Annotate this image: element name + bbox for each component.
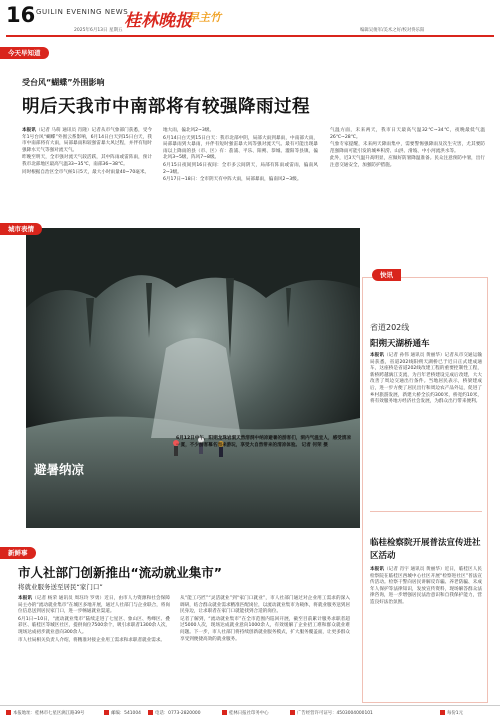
masthead-rule xyxy=(6,35,494,37)
bullet-icon xyxy=(440,710,445,715)
bullet-icon xyxy=(6,710,11,715)
paragraph: （记者 马萌 通讯员 肖隆）记者从市气象部门获悉，受今年1号台风“蝴蝶”外围云系影响，6月14日白天到15日白天，我市中南部将有大雨，局部暴雨和较强雷暴大风过程，并伴有短时强降水天气等强对流天气。 xyxy=(22,128,152,153)
bullet-icon xyxy=(222,710,227,715)
byline: 本报讯 xyxy=(370,567,385,572)
cave-photo-image xyxy=(26,228,360,528)
section-tag-fresh: 新鲜事 xyxy=(0,547,36,559)
footer-phone: 电话：0773-2820000 xyxy=(148,710,201,716)
paragraph: 昨晚至明天，全市强对流天气较活跃，其中阵雨或雷阵雨，预计我市北部地区最高气温33~35℃，南部36~38℃。 xyxy=(22,155,152,167)
footer-address: 本报地址：桂林市七星区漓江路39号 xyxy=(6,710,84,716)
photo-caption: 6月12日中午，阳朔龙珠岩洞天然溶洞中纳凉避暑的游客们，洞内气温宜人，感受清凉一夏，不少游客慕名而来游玩，享受大自然带来的清凉体验。 记者 何荣 摄 xyxy=(176,436,351,448)
article-headline: 明后天我市中南部将有较强降雨过程 xyxy=(22,97,310,117)
section-logo: 早主竹 xyxy=(188,11,221,24)
article3-headline: 市人社部门创新推出“流动就业集市” xyxy=(18,565,222,580)
paragraph: （记者 杨荣 通讯员 周珏玲 罗勇）近日，由市人力资源和社会保障局主办的“流动就业集市”在城区多地开展，通过人社部门与企业联合，将岗位信息送到居民家门口，进一步畅通就业渠道。 xyxy=(18,596,170,615)
paragraph: （记者 孙伟 通讯员 黄丽华）记者从市交通运输局获悉，省道202线阳朔天湖桥已于近日正式建成通车，这座桥是省道202线改建工程的重要控制性工程，新桥跨越漓江支流，为百年老桥建设完成后改建，大大改善了周边交通出行条件。当地居民表示，桥梁建成后，进一步方便了居民出行和周边农产品外运，促进了乡村旅游发展，新建大桥全长约300米，桥宽约10米，将有效服务地方经济社会发展，为群众出行带来便利。 xyxy=(370,353,482,405)
paragraph: 此外，近3天气温升高明显，应做好防暑降温准备。民众注意预防中暑，出行注意交通安全，加强防护措施。 xyxy=(330,156,485,168)
article-kicker: 受台风“蝴蝶”外围影响 xyxy=(22,78,105,87)
masthead xyxy=(0,0,500,38)
paragraph: 同时根据自治区全市气候1日5天，最大小时雨量40~70毫米。 xyxy=(22,169,150,175)
brief2-body xyxy=(370,567,482,608)
paragraph: 地大雨，偏北风2~3级。 xyxy=(163,128,215,133)
bullet-icon xyxy=(290,710,295,715)
article3-column-2 xyxy=(180,596,350,644)
brief1-headline: 阳朔天湖桥通车 xyxy=(370,339,430,349)
bullet-icon xyxy=(148,710,153,715)
paragraph: 6月14日白天到15日白天：我市北部中阴，局部大雨到暴雨，中南部大雨，局部暴雨到大暴雨，并伴有短时强雷暴大风等强对流天气。最有可能出现暴雨以上降雨的县（市、区）有：荔浦、平乐、阳朔、恭城、灌阳等县镇，偏北风3~5级，阵风7~8级。 xyxy=(163,135,318,161)
paragraph: 气温方面，未来两天，我市日天最高气温32℃~34℃，夜晚最低气温26℃~28℃。 xyxy=(330,128,485,140)
section-tag-today: 今天早知道 xyxy=(0,47,49,59)
footer-printer: 桂林日报社印务中心 xyxy=(222,710,269,716)
editors-line: 编辑吴俊军/美术之好/校对佟乐阳 xyxy=(360,28,425,33)
page-number: 16 xyxy=(6,3,36,27)
paper-name: GUILIN EVENING NEWS xyxy=(36,8,129,16)
paragraph: 6月1日~10日，“流动就业集市”陆续走进了七星区、象山区、秀峰区、叠彩区、临桂区等城区社区，提供岗位7500余个，吸引求职者1300余人次，现场达成初步就业意向300余人。 xyxy=(18,616,171,635)
footer-postcode: 邮编：541004 xyxy=(104,710,141,716)
byline: 本报讯 xyxy=(370,353,385,358)
brief1-body xyxy=(370,353,482,407)
paragraph: 市人社局相关负责人介绍，将精准对接企业用工需求和求职者就业需求。 xyxy=(18,637,166,643)
brief1-title: 省道202线 xyxy=(370,323,410,332)
cave-photo xyxy=(26,228,360,528)
date-line: 2025年6月13日 星期五 xyxy=(74,28,123,33)
article3-subheadline: 将就业服务送至居民“家门口” xyxy=(18,583,103,591)
paragraph: （记者 肖宇 通讯员 黄丽华）近日，临桂区人民检察院在临桂区西城中心社区开展“检察进社区”普法宣传活动。检察干警向居民讲解反诈骗、养老防骗、未成年人保护等法律知识，发放宣传资料，现场解答群众法律咨询，进一步增强居民法治意识和自我保护能力，营造良好法治氛围。 xyxy=(370,567,482,605)
article-column-2 xyxy=(163,128,318,185)
bullet-icon xyxy=(104,710,109,715)
footer-license: 广告经营许可证号：4503004000101 xyxy=(290,710,373,716)
paragraph: 气象专家提醒，未来两天降雨集中，需要警惕强降雨及次生灾害，尤其要防范强降雨可能引发的城乡积涝、山洪、滑坡、中小河流洪水等。 xyxy=(330,142,485,154)
paper-logo: 桂林晚报 xyxy=(124,11,192,31)
brief-divider xyxy=(370,511,482,512)
section-tag-city: 城市表情 xyxy=(0,223,42,235)
article-column-3 xyxy=(330,128,485,171)
section-tag-brief: 快讯 xyxy=(372,269,401,281)
footer-price: 每份1元 xyxy=(440,710,463,716)
paragraph: 从“能工巧匠”“灵活就业”到“家门口就业”，市人社部门通过对企业用工需求的深入调研，结合群众就业需求精准匹配岗位，以流动就业集市为载体，将就业服务送到居民身边，让求职者在家门口就能找到合适的岗位。 xyxy=(180,596,350,615)
paragraph: 6月15日夜间到16日夜间：全市多云间阴天，局部有阵雨或雷雨，偏南风2~3级。 xyxy=(163,162,318,175)
brief2-headline: 临桂检察院开展普法宣传进社区活动 xyxy=(370,538,481,561)
article3-column-1 xyxy=(18,596,170,645)
paragraph: 6月17日~18日：全市阴天有中阵大雨，局部暴雨，偏南风2~3级。 xyxy=(163,177,302,183)
paragraph: 记者了解到，“流动就业集市”在全市范围内巡回开展，截至目前累计服务求职者超过5000人次，现场达成就业意向1000余人，有效缓解了企业招工难和群众就业难问题。下一步，市人社部门将持续创新就业服务模式，扩大服务覆盖面，让更多群众享受到便捷高效的就业服务。 xyxy=(180,616,350,642)
byline: 本报讯 xyxy=(22,128,36,133)
photo-label: 避暑纳凉 xyxy=(34,462,85,477)
article-column-1 xyxy=(22,128,152,177)
byline: 本报讯 xyxy=(18,596,33,601)
